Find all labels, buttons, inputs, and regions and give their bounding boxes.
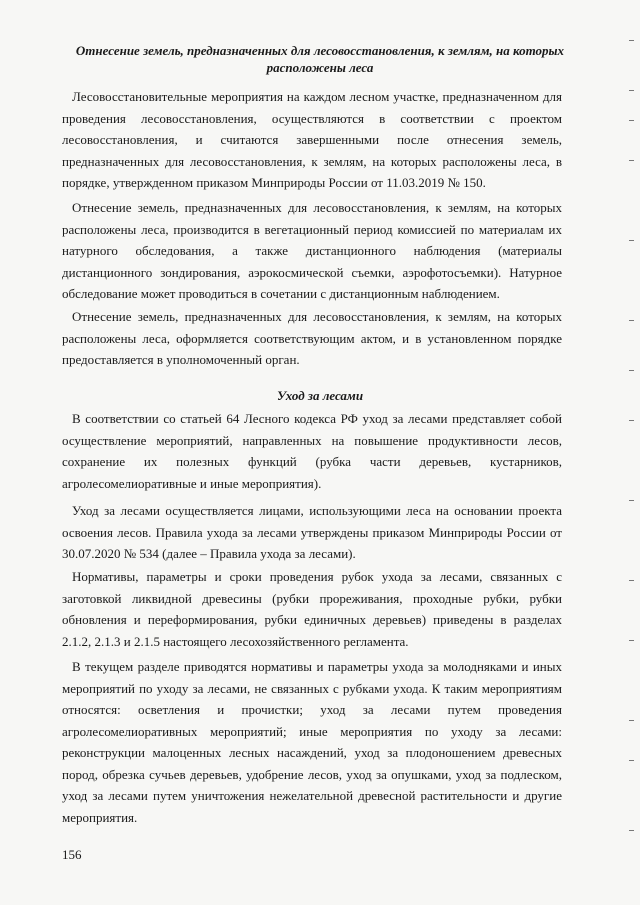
scan-mark — [629, 580, 634, 581]
scan-mark — [629, 40, 634, 41]
scan-mark — [629, 240, 634, 241]
scan-mark — [629, 90, 634, 91]
paragraph: Лесовосстановительные мероприятия на каждом лесном участке, предназначенном для проведения лесовосстановления, осуществляются в соответствии с проектом лесовосстановления, и считаются завершенными после отнесения земель, предназначенных для лесовосстановления, к землям, на которых расположены леса, в порядке, утвержденном приказом Минприроды России от 11.03.2019 № 150. — [62, 89, 562, 190]
scan-mark — [629, 640, 634, 641]
page-number: 156 — [62, 847, 82, 862]
paragraph: В соответствии со статьей 64 Лесного кодекса РФ уход за лесами представляет собой осуществление мероприятий, направленных на повышение продуктивности лесов, сохранение их полезных функций (рубка части деревьев, кустарников, агролесомелиоративные и иные мероприятия). — [62, 411, 562, 491]
scan-mark — [629, 320, 634, 321]
paragraph: В текущем разделе приводятся нормативы и параметры ухода за молодняками и иных мероприятий по уходу за лесами, не связанных с рубками ухода. К таким мероприятиям относятся: осветления и прочистки; уход за лесами путем проведения агролесомелиоративных мероприятий; иные мероприятия по уходу за лесами: реконструкции малоценных лесных насаждений, уход за плодоношением древесных пород, обрезка сучьев деревьев, удобрение лесов, уход за опушками, уход за подлеском, уход за лесами путем уничтожения нежелательной древесной растительности и другие мероприятия. — [62, 659, 562, 825]
scan-mark — [629, 500, 634, 501]
section-heading-forest-care: Уход за лесами — [276, 388, 364, 403]
section-heading-land-classification: Отнесение земель, предназначенных для лесовосстановления, к землям, на которых расположены леса — [75, 43, 565, 75]
scan-mark — [629, 120, 634, 121]
scan-mark — [629, 370, 634, 371]
paragraph: Отнесение земель, предназначенных для лесовосстановления, к землям, на которых расположены леса, оформляется соответствующим актом, и в установленном порядке предоставляется в уполномоченный орган. — [62, 309, 562, 367]
paragraph: Уход за лесами осуществляется лицами, использующими леса на основании проекта освоения лесов. Правила ухода за лесами утверждены приказом Минприроды России от 30.07.2020 № 534 (далее – Правила ухода за лесами). — [62, 503, 562, 561]
scan-mark — [629, 420, 634, 421]
scan-mark — [629, 720, 634, 721]
scan-mark — [629, 830, 634, 831]
paragraph: Отнесение земель, предназначенных для лесовосстановления, к землям, на которых расположены леса, производится в вегетационный период комиссией по материалам их натурного обследования, а также дистанционного наблюдения (материалы дистанционного зондирования, аэрокосмической съемки, аэрофотосъемки). Натурное обследование может проводиться в сочетании с дистанционным наблюдением. — [62, 200, 562, 301]
scan-mark — [629, 760, 634, 761]
scan-mark — [629, 160, 634, 161]
paragraph: Нормативы, параметры и сроки проведения рубок ухода за лесами, связанных с заготовкой ликвидной древесины (рубки прореживания, проходные рубки, рубки обновления и переформирования, рубки единичных деревьев) приведены в разделах 2.1.2, 2.1.3 и 2.1.5 настоящего лесохозяйственного регламента. — [62, 569, 562, 649]
